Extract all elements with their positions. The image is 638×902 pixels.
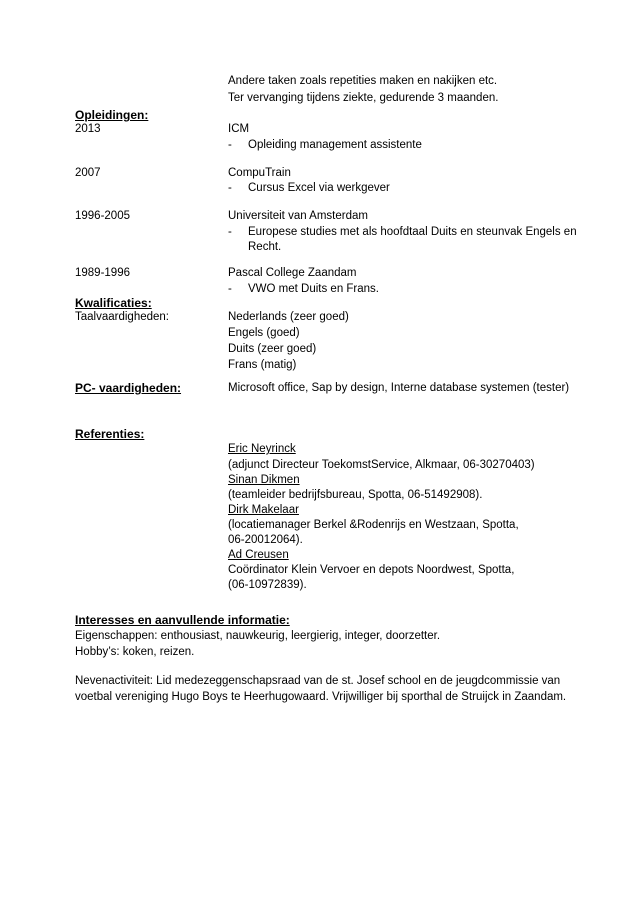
reference-name: Sinan Dikmen xyxy=(228,474,300,486)
eigenschappen-line: Eigenschappen: enthousiast, nauwkeurig, leergierig, integer, doorzetter. xyxy=(75,630,441,642)
pc-skills: Microsoft office, Sap by design, Interne database systemen (tester) xyxy=(228,382,570,394)
interesses-heading: Interesses en aanvullende informatie: xyxy=(75,613,290,627)
task-line-1: Andere taken zoals repetities maken en nakijken etc. xyxy=(228,75,498,87)
reference-name: Dirk Makelaar xyxy=(228,504,299,516)
education-detail: Cursus Excel via werkgever xyxy=(248,182,390,194)
education-year: 1996-2005 xyxy=(75,210,130,222)
education-detail: Europese studies met als hoofdtaal Duits en steunvak Engels en xyxy=(248,226,577,238)
bullet-dash: - xyxy=(228,226,232,238)
reference-detail: (06-10972839). xyxy=(228,579,307,591)
reference-detail: Coördinator Klein Vervoer en depots Noordwest, Spotta, xyxy=(228,564,515,576)
education-year: 1989-1996 xyxy=(75,267,130,279)
reference-detail: (teamleider bedrijfsbureau, Spotta, 06-51492908). xyxy=(228,489,483,501)
language-item: Frans (matig) xyxy=(228,359,297,371)
reference-name: Ad Creusen xyxy=(228,549,289,561)
bullet-dash: - xyxy=(228,139,232,151)
kwalificaties-heading: Kwalificaties: xyxy=(75,296,152,310)
language-item: Engels (goed) xyxy=(228,327,300,339)
pc-heading: PC- vaardigheden: xyxy=(75,381,182,395)
education-year: 2007 xyxy=(75,167,101,179)
referenties-heading: Referenties: xyxy=(75,427,145,441)
nevenactiviteit-line-1: Nevenactiviteit: Lid medezeggenschapsraad van de st. Josef school en de jeugdcommissie van xyxy=(75,675,561,687)
education-institution: Universiteit van Amsterdam xyxy=(228,210,368,222)
taalvaardigheden-label: Taalvaardigheden: xyxy=(75,311,169,323)
opleidingen-heading: Opleidingen: xyxy=(75,108,149,122)
bullet-dash: - xyxy=(228,283,232,295)
education-detail: VWO met Duits en Frans. xyxy=(248,283,380,295)
education-detail: Opleiding management assistente xyxy=(248,139,422,151)
reference-detail: 06-20012064). xyxy=(228,534,303,546)
nevenactiviteit-line-2: voetbal vereniging Hugo Boys te Heerhugowaard. Vrijwilliger bij sporthal de Struijck in Zaandam. xyxy=(75,691,567,703)
education-institution: CompuTrain xyxy=(228,167,291,179)
language-item: Duits (zeer goed) xyxy=(228,343,317,355)
education-institution: Pascal College Zaandam xyxy=(228,267,357,279)
reference-detail: (adjunct Directeur ToekomstService, Alkmaar, 06-30270403) xyxy=(228,459,535,471)
language-item: Nederlands (zeer goed) xyxy=(228,311,349,323)
hobbys-line: Hobby’s: koken, reizen. xyxy=(75,646,195,658)
bullet-dash: - xyxy=(228,182,232,194)
reference-name: Eric Neyrinck xyxy=(228,443,296,455)
education-year: 2013 xyxy=(75,123,101,135)
task-line-2: Ter vervanging tijdens ziekte, gedurende 3 maanden. xyxy=(228,92,499,104)
education-detail-cont: Recht. xyxy=(248,241,282,253)
education-institution: ICM xyxy=(228,123,250,135)
reference-detail: (locatiemanager Berkel &Rodenrijs en Westzaan, Spotta, xyxy=(228,519,519,531)
